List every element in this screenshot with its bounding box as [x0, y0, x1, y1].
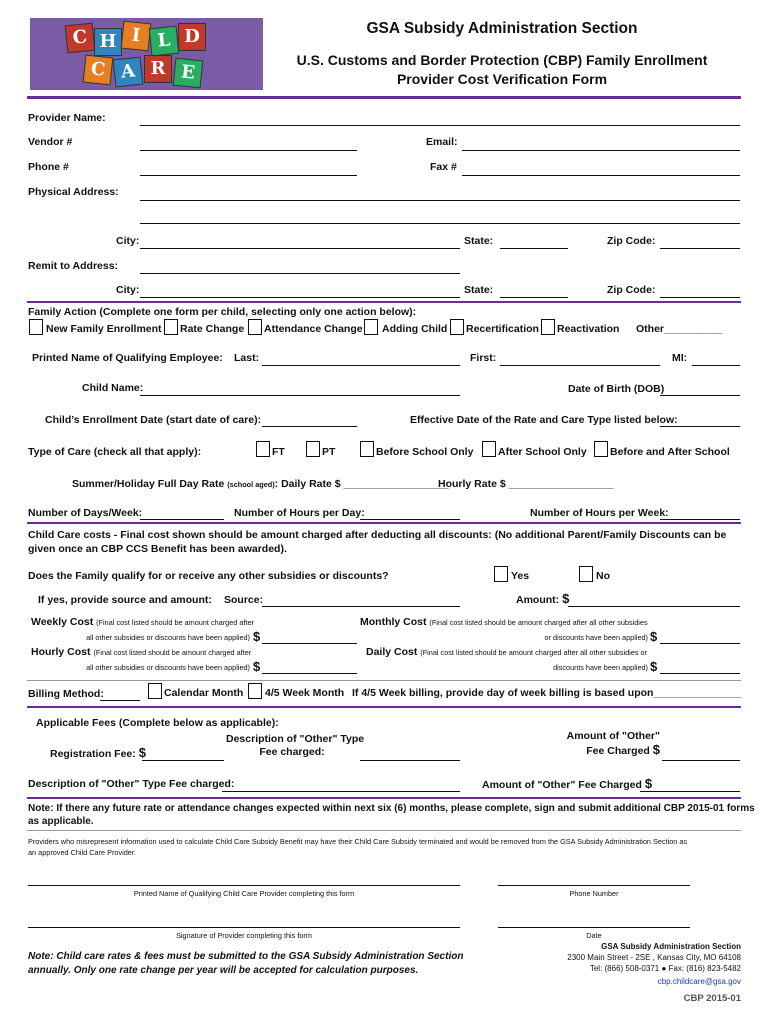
amount-text: Amount: [516, 594, 560, 606]
zip-label: Zip Code: [607, 235, 656, 247]
hourly-cost-note: (Final cost listed should be amount charged after [93, 648, 252, 657]
hours-per-week-field[interactable] [660, 519, 740, 520]
amount-other-line1: Amount of "Other" [566, 730, 660, 742]
state-label: State: [464, 235, 494, 247]
logo-block: E [173, 58, 204, 89]
printed-name-provider-field[interactable] [28, 885, 460, 886]
date-field[interactable] [498, 927, 690, 928]
hourly-cost-note2: all other subsidies or discounts have been applied) [86, 663, 250, 672]
first-label: First: [470, 352, 497, 364]
physical-address-field[interactable] [140, 200, 740, 201]
email-field[interactable] [462, 150, 740, 151]
yes-label: Yes [511, 570, 530, 582]
description-other-line2: Fee charged: [259, 746, 325, 758]
calendar-month-label: Calendar Month [164, 687, 244, 699]
desc-other-fee-field[interactable] [222, 791, 460, 792]
amount-other-dollar: $ [652, 742, 660, 757]
remit-address-label: Remit to Address: [28, 260, 119, 272]
daily-cost-field[interactable] [660, 673, 740, 674]
section-divider [27, 301, 741, 303]
effective-date-label: Effective Date of the Rate and Care Type listed below: [410, 414, 678, 426]
form-subtitle-line2: Provider Cost Verification Form [396, 71, 608, 87]
option-label: Rate Change [180, 323, 245, 335]
weekly-cost-note: (Final cost listed should be amount charged after [96, 618, 254, 627]
weekly-cost-title: Weekly Cost [31, 616, 94, 628]
logo-block: I [121, 21, 152, 52]
footer-email[interactable]: cbp.childcare@gsa.gov [657, 977, 741, 986]
page-title: GSA Subsidy Administration Section [366, 20, 638, 37]
school-aged-note: (school aged) [227, 480, 275, 489]
before-after-school-checkbox[interactable] [594, 441, 608, 457]
state-field[interactable] [500, 248, 568, 249]
option-label: Adding Child [382, 323, 448, 335]
section-divider [27, 522, 741, 524]
weekly-dollar: $ [253, 629, 261, 644]
form-id: CBP 2015-01 [683, 993, 741, 1004]
amount-other-line2 [520, 743, 660, 758]
hours-per-week-label: Number of Hours per Week: [530, 507, 669, 519]
logo-block: D [178, 23, 206, 51]
amount-other-fee [520, 729, 660, 758]
before-after-school-label: Before and After School [610, 446, 730, 458]
days-per-week-label: Number of Days/Week: [28, 507, 143, 519]
source-field[interactable] [262, 606, 460, 607]
registration-fee-label [50, 745, 146, 760]
thin-divider [27, 680, 741, 681]
footer-address: 2300 Main Street - 2SE , Kansas City, MO 64108 [567, 953, 741, 962]
signature-field[interactable] [28, 927, 460, 928]
summer-rate-label [72, 478, 449, 490]
misrepresent-note-line1: Providers who misrepresent information used to calculate Child Care Subsidy Benefit may have their Child Care Subsidy terminated and would be removed from the GSA Subsidy Administration Section as [28, 837, 688, 846]
summer-rate-text: Summer/Holiday Full Day Rate [72, 478, 225, 490]
hours-per-day-label: Number of Hours per Day: [234, 507, 365, 519]
logo-block: H [94, 28, 122, 56]
if-yes-label: If yes, provide source and amount: [38, 594, 212, 606]
ft-label: FT [272, 446, 285, 458]
child-name-label: Child Name: [82, 382, 144, 394]
section-divider [27, 706, 741, 708]
family-action-heading: Family Action (Complete one form per child, selecting only one action below): [28, 306, 417, 318]
city-field[interactable] [140, 248, 460, 249]
phone-field[interactable] [140, 175, 357, 176]
last-name-field[interactable] [262, 365, 460, 366]
phone-number-label: Phone Number [569, 889, 619, 898]
phone-label: Phone # [28, 161, 69, 173]
form-subtitle-line1: U.S. Customs and Border Protection (CBP) Family Enrollment [296, 52, 708, 68]
last-label: Last: [234, 352, 260, 364]
remit-city-field[interactable] [140, 297, 460, 298]
type-of-care-label: Type of Care (check all that apply): [28, 446, 202, 458]
monthly-cost-field[interactable] [660, 643, 740, 644]
monthly-cost-label [360, 616, 648, 628]
footer-note-line1: Note: Child care rates & fees must be submitted to the GSA Subsidy Administration Section [28, 951, 464, 962]
option-label: New Family Enrollment [46, 323, 162, 335]
amount-other-fee-field[interactable] [640, 791, 740, 792]
hourly-cost-label [31, 646, 251, 658]
rate-change-checkbox[interactable] [164, 319, 178, 335]
note-future-changes-line2: as applicable. [28, 816, 94, 827]
hourly-cost-field[interactable] [262, 673, 357, 674]
remit-address-field[interactable] [140, 273, 460, 274]
hourly-cost-title: Hourly Cost [31, 646, 91, 658]
daily-rate-label: : Daily Rate $ __________________ [274, 478, 449, 490]
physical-address-field-2[interactable] [140, 223, 740, 224]
logo-block: R [144, 55, 172, 83]
hours-per-day-field[interactable] [360, 519, 460, 520]
fax-field[interactable] [462, 175, 740, 176]
new-family-enrollment-checkbox[interactable] [29, 319, 43, 335]
amount-other-field[interactable] [662, 760, 740, 761]
billing-method-field[interactable] [100, 700, 140, 701]
registration-fee-text: Registration Fee: [50, 748, 136, 760]
printed-name-employee-label: Printed Name of Qualifying Employee: [32, 352, 223, 364]
enrollment-date-label: Child’s Enrollment Date (start date of care): [45, 414, 262, 426]
qualify-question: Does the Family qualify for or receive any other subsidies or discounts? [28, 570, 389, 582]
other-label: Other__________ [636, 323, 723, 335]
source-label: Source: [224, 594, 264, 606]
daily-dollar: $ [650, 659, 658, 674]
four-five-billing-day-label: If 4/5 Week billing, provide day of week billing is based upon_______________ [352, 687, 742, 699]
remit-zip-label: Zip Code: [607, 284, 656, 296]
vendor-field[interactable] [140, 150, 357, 151]
email-label: Email: [426, 136, 458, 148]
hourly-rate-label: Hourly Rate $ __________________ [438, 478, 614, 490]
after-school-label: After School Only [498, 446, 587, 458]
calendar-month-checkbox[interactable] [148, 683, 162, 699]
recertification-checkbox[interactable] [450, 319, 464, 335]
costs-heading-line2: given once an CBP CCS Benefit has been awarded). [28, 543, 287, 555]
monthly-cost-note2: or discounts have been applied) [544, 633, 648, 642]
after-school-checkbox[interactable] [482, 441, 496, 457]
monthly-cost-note: (Final cost listed should be amount charged after all other subsidies [429, 618, 648, 627]
city-label: City: [116, 235, 140, 247]
mi-label: MI: [672, 352, 688, 364]
monthly-dollar: $ [650, 629, 658, 644]
effective-date-field[interactable] [660, 426, 740, 427]
option-label: Attendance Change [264, 323, 363, 335]
enrollment-date-field[interactable] [262, 426, 357, 427]
attendance-change-checkbox[interactable] [248, 319, 262, 335]
amount-other-text: Fee Charged [586, 745, 650, 757]
dollar-sign: $ [562, 591, 570, 606]
hourly-dollar: $ [253, 659, 261, 674]
logo-block: L [149, 26, 180, 57]
adding-child-checkbox[interactable] [364, 319, 378, 335]
registration-dollar: $ [138, 745, 146, 760]
remit-city-label: City: [116, 284, 140, 296]
remit-state-label: State: [464, 284, 494, 296]
provider-name-field[interactable] [140, 125, 740, 126]
footer-contact: Tel: (866) 508-0371 ● Fax: (816) 823-5482 [589, 964, 741, 973]
footer-note-line2: annually. Only one rate change per year will be accepted for calculation purposes. [28, 965, 419, 976]
dob-label: Date of Birth (DOB) [568, 383, 665, 395]
printed-name-provider-label: Printed Name of Qualifying Child Care Provider completing this form [133, 889, 355, 898]
costs-heading-line1: Child Care costs - Final cost shown should be amount charged after deducting all discounts: (No additional Parent/Family Discounts can be [28, 529, 727, 541]
phone-number-field[interactable] [498, 885, 690, 886]
logo-block: C [83, 55, 114, 86]
daily-cost-note: (Final cost listed should be amount charged after all other subsidies or [420, 648, 648, 657]
date-label: Date [586, 931, 602, 940]
vendor-label: Vendor # [28, 136, 73, 148]
logo-block: A [113, 57, 144, 88]
fees-heading: Applicable Fees (Complete below as applicable): [36, 717, 279, 729]
header-divider [27, 96, 741, 99]
physical-address-label: Physical Address: [28, 186, 119, 198]
weekly-cost-label [31, 616, 254, 628]
daily-cost-note2: discounts have been applied) [553, 663, 648, 672]
ft-checkbox[interactable] [256, 441, 270, 457]
child-name-field[interactable] [140, 395, 460, 396]
daily-cost-title: Daily Cost [366, 646, 418, 658]
four-five-week-label: 4/5 Week Month [265, 687, 345, 699]
yes-checkbox[interactable] [494, 566, 508, 582]
logo-block: C [65, 23, 96, 54]
monthly-cost-title: Monthly Cost [360, 616, 427, 628]
before-school-label: Before School Only [376, 446, 474, 458]
description-other-field[interactable] [360, 760, 460, 761]
no-label: No [596, 570, 610, 582]
child-care-logo [30, 18, 263, 90]
before-school-checkbox[interactable] [360, 441, 374, 457]
signature-label: Signature of Provider completing this form [176, 931, 312, 940]
note-future-changes-line1: Note: If there any future rate or attendance changes expected within next six (6) months, please complete, sign and submit additional CBP 2015-01 forms [28, 803, 755, 814]
description-other-type [226, 733, 365, 759]
amount-label [516, 591, 569, 606]
days-per-week-field[interactable] [140, 519, 224, 520]
desc-other-fee-label: Description of "Other" Type Fee charged: [28, 778, 235, 790]
section-divider [27, 797, 741, 799]
footer-email-link[interactable] [480, 977, 741, 986]
form-subtitle [262, 51, 742, 89]
dob-field[interactable] [660, 395, 740, 396]
misrepresent-note-line2: an approved Child Care Provider. [28, 848, 136, 857]
footer-org: GSA Subsidy Administration Section [601, 942, 741, 951]
registration-fee-field[interactable] [142, 760, 224, 761]
amount-other-fee-label [482, 776, 652, 791]
remit-zip-field[interactable] [660, 297, 740, 298]
fax-label: Fax # [430, 161, 457, 173]
daily-cost-label [366, 646, 647, 658]
no-checkbox[interactable] [579, 566, 593, 582]
amount-other-fee-dollar: $ [644, 776, 653, 791]
weekly-cost-field[interactable] [262, 643, 357, 644]
amount-other-fee-text: Amount of "Other" Fee Charged [482, 779, 642, 791]
description-other-line1: Description of "Other" Type [226, 733, 365, 745]
weekly-cost-note2: all other subsidies or discounts have been applied) [86, 633, 250, 642]
zip-field[interactable] [660, 248, 740, 249]
remit-state-field[interactable] [500, 297, 568, 298]
option-label: Recertification [466, 323, 539, 335]
reactivation-checkbox[interactable] [541, 319, 555, 335]
thin-divider [27, 830, 741, 831]
mi-field[interactable] [692, 365, 740, 366]
first-name-field[interactable] [500, 365, 660, 366]
amount-field[interactable] [568, 606, 740, 607]
option-label: Reactivation [557, 323, 620, 335]
four-five-week-checkbox[interactable] [248, 683, 262, 699]
provider-name-label: Provider Name: [28, 112, 106, 124]
pt-label: PT [322, 446, 336, 458]
pt-checkbox[interactable] [306, 441, 320, 457]
billing-method-label: Billing Method: [28, 688, 104, 700]
